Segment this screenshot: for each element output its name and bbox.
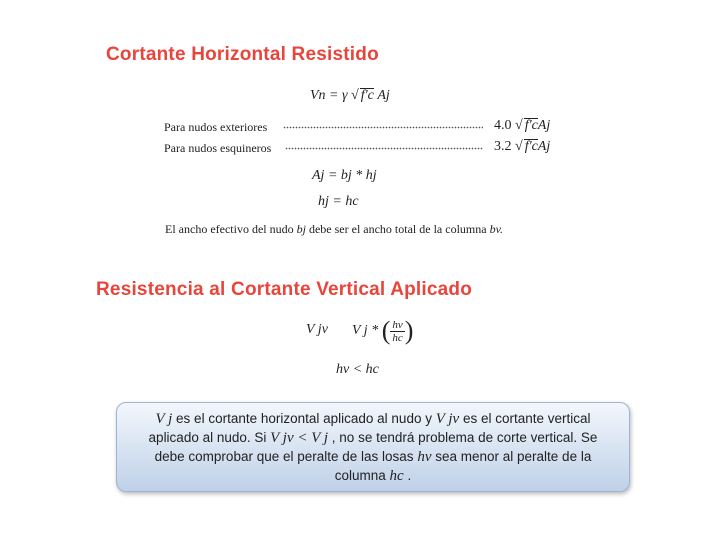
callout-line-2: aplicado al nudo. Si V jv < V j , no se tendrá problema de corte vertical. Se — [148, 430, 598, 446]
row-exteriores-leader — [283, 120, 483, 130]
formula-hv-condition: hv < hc — [336, 362, 379, 377]
row-exteriores-coef: 4.0 — [494, 118, 512, 133]
note-var-bj: bj — [296, 222, 306, 236]
formula-vjv-lhs: V jv — [306, 322, 328, 337]
heading-horizontal-shear: Cortante Horizontal Resistido — [106, 44, 379, 65]
row-esquineros-leader — [285, 141, 483, 151]
row-exteriores-tail: Aj — [537, 118, 551, 133]
note-text-2: debe ser el ancho total de la columna — [308, 222, 487, 236]
note-text-1: El ancho efectivo del nudo — [165, 222, 294, 236]
note-effective-width — [165, 222, 503, 237]
note-var-bv: bv. — [489, 222, 503, 236]
row-exteriores-root: f'c — [524, 118, 538, 133]
row-esquineros-formula: 3.2 √ f'cAj — [494, 139, 551, 154]
callout-line-1: V j es el cortante horizontal aplicado al nudo y V jv es el cortante vertical — [155, 411, 591, 427]
row-exteriores-label: Para nudos exteriores — [164, 120, 268, 134]
callout-line-4: columna hc . — [334, 468, 412, 484]
row-esquineros-coef: 3.2 — [494, 139, 512, 154]
formula-vn: Vn = γ √ f'c Aj — [310, 88, 390, 103]
formula-vn-root: f'c — [360, 88, 374, 103]
formula-vjv-fraction: $\frac{hv}{hc}$ — [392, 318, 403, 344]
formula-aj: Aj = bj * hj — [312, 168, 377, 183]
formula-vn-lhs: Vn = — [310, 88, 339, 103]
formula-vjv-rhs: V j * ( $\frac{hv}{hc}$ ) — [352, 316, 414, 345]
formula-vjv-rhs-text: V j * — [352, 323, 379, 339]
formula-vn-tail: Aj — [377, 88, 390, 103]
heading-vertical-shear: Resistencia al Cortante Vertical Aplicado — [96, 279, 473, 300]
row-esquineros-tail: Aj — [537, 139, 551, 154]
formula-vn-gamma: γ — [342, 88, 348, 103]
callout-box — [116, 402, 630, 492]
row-esquineros-root: f'c — [524, 139, 538, 154]
row-esquineros-label: Para nudos esquineros — [164, 141, 272, 155]
formula-hj: hj = hc — [318, 194, 359, 209]
callout-line-3: debe comprobar que el peralte de las losas hv sea menor al peralte de la — [154, 449, 592, 465]
row-exteriores-formula: 4.0 √ f'cAj — [494, 118, 551, 133]
